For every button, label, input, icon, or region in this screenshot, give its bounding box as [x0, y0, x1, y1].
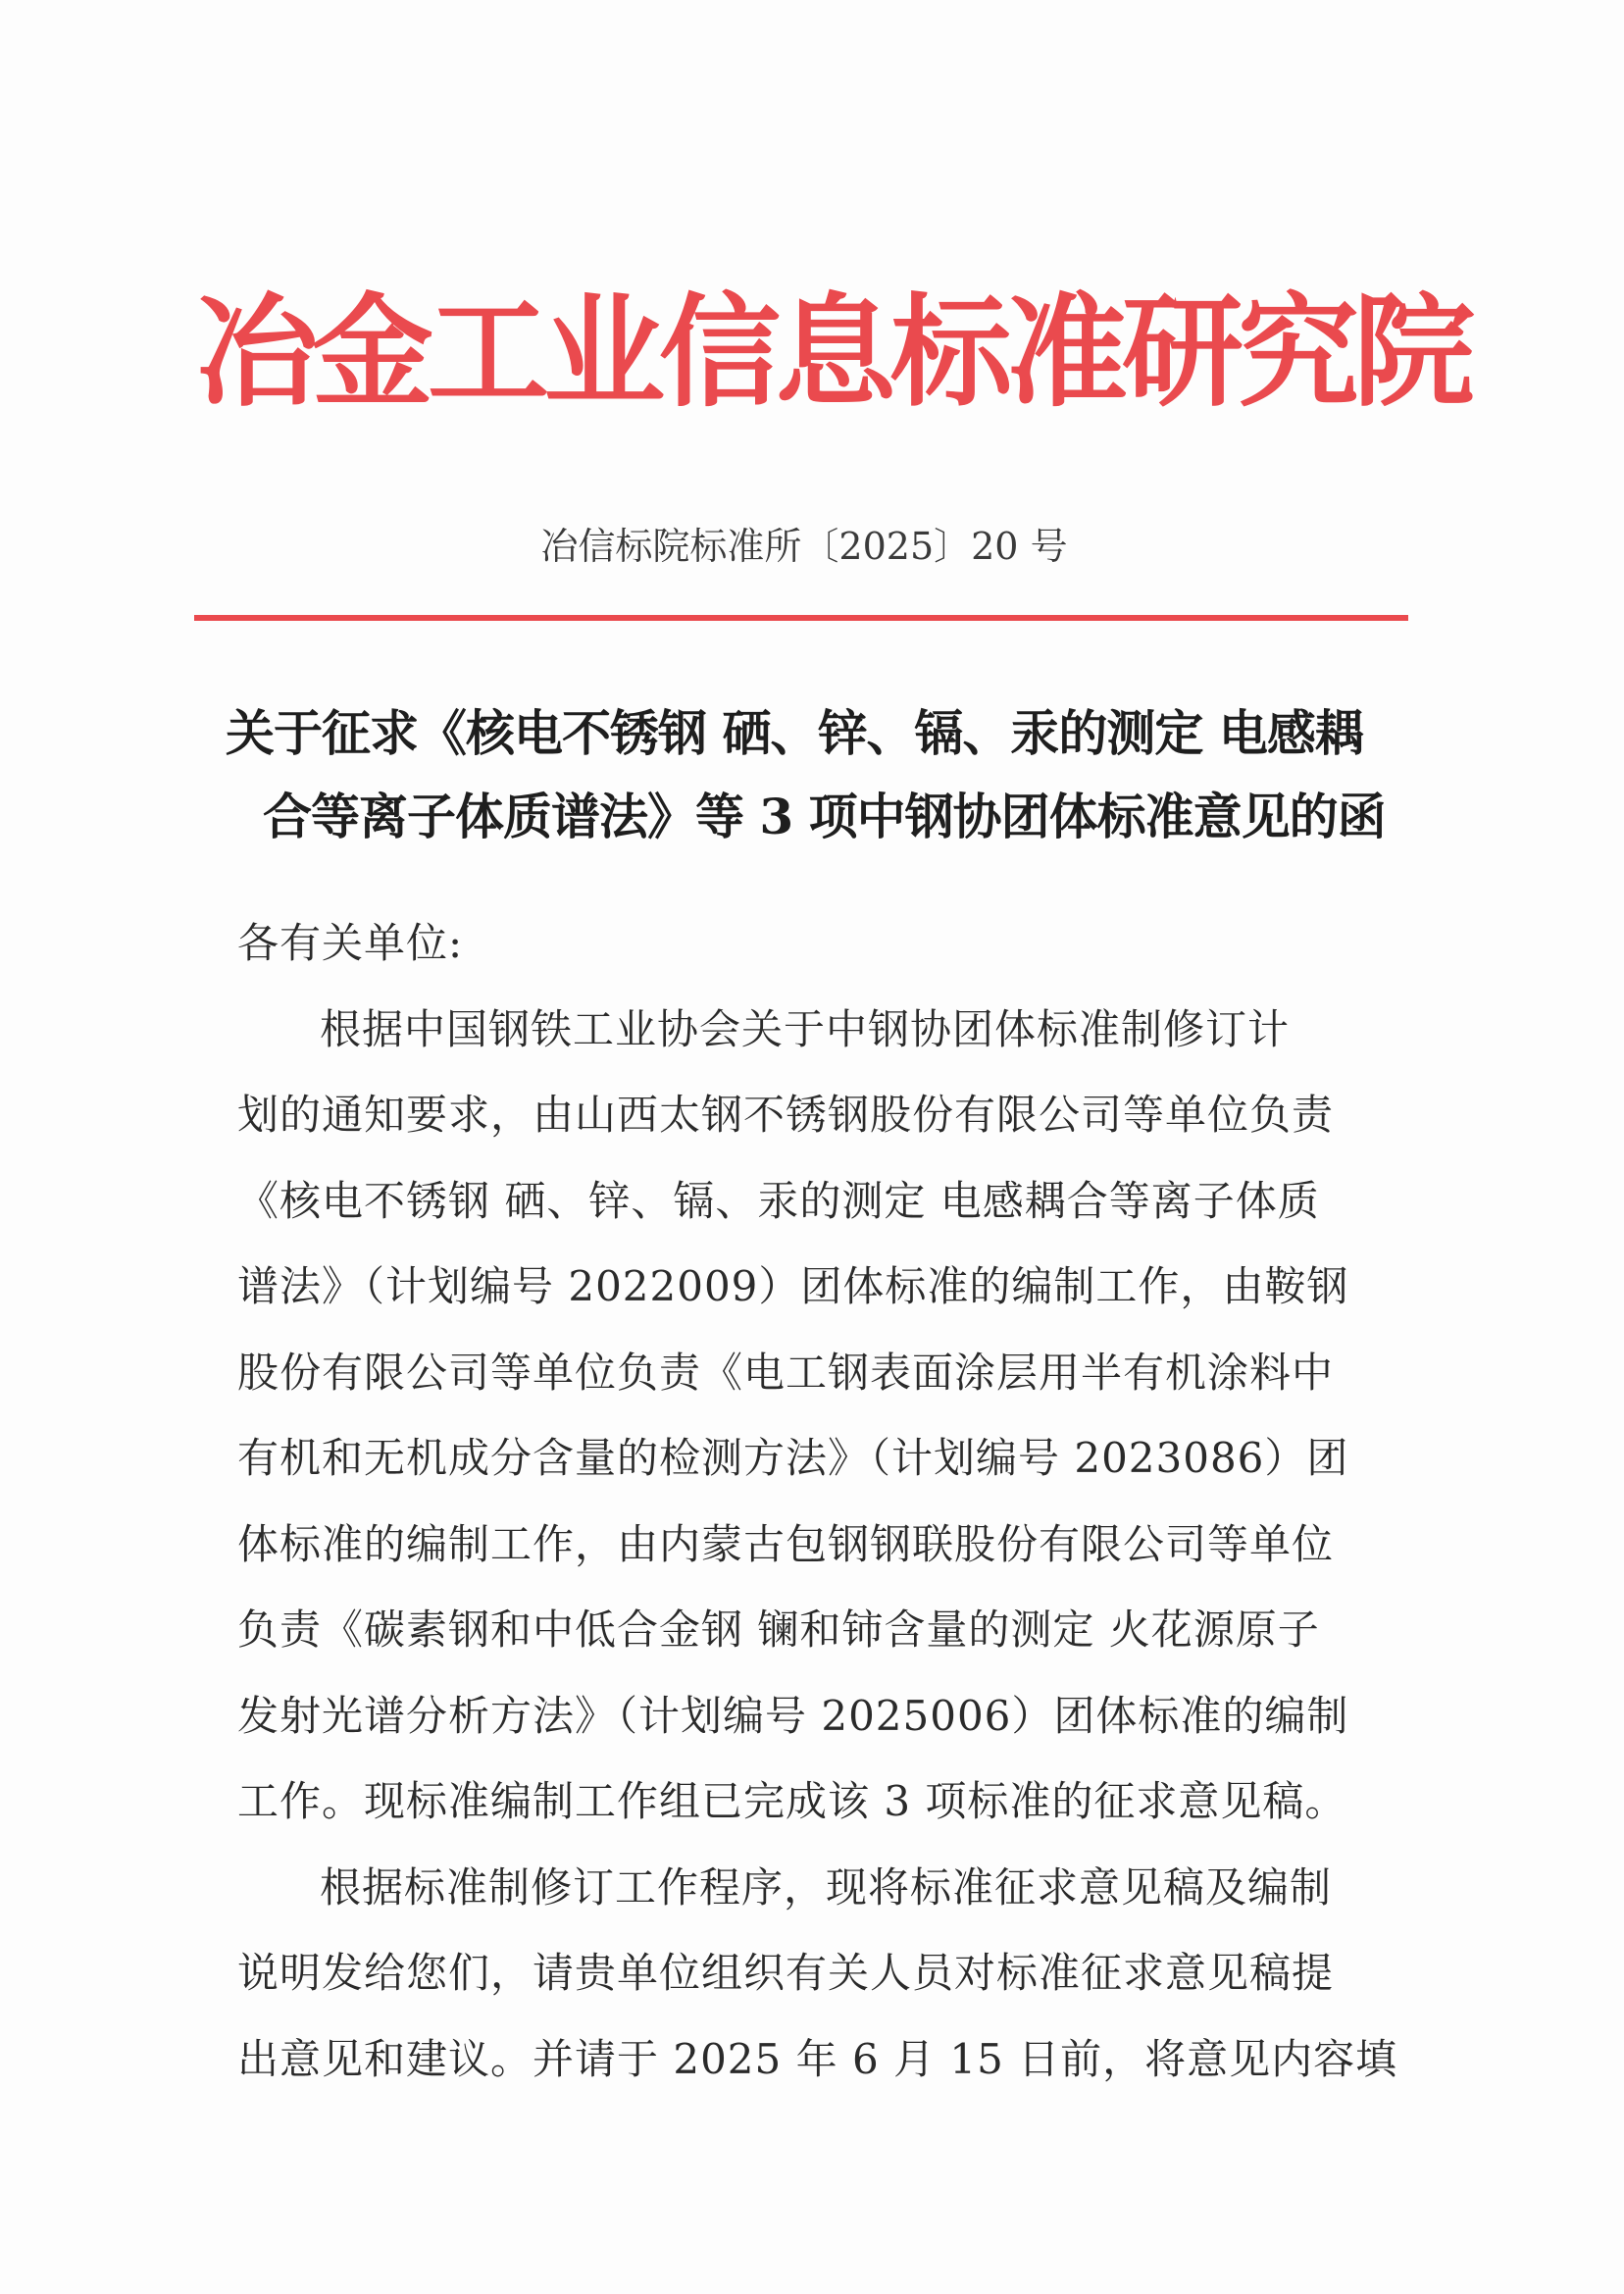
- paragraph-1: [237, 987, 1375, 1845]
- paragraph-2: [237, 1845, 1398, 2103]
- paragraph-line: 股份有限公司等单位负责《电工钢表面涂层用半有机涂料中: [237, 1348, 1335, 1397]
- paragraph-line: 谱法》（计划编号 2022009）团体标准的编制工作，由鞍钢: [237, 1262, 1349, 1310]
- letterhead-organization-name: 冶金工业信息标准研究院: [196, 281, 1470, 424]
- salutation: 各有关单位:: [237, 919, 464, 967]
- paragraph-line: 根据中国钢铁工业协会关于中钢协团体标准制修订计: [320, 1004, 1291, 1053]
- letterhead-red-rule: [194, 615, 1408, 621]
- paragraph-line: 体标准的编制工作，由内蒙古包钢钢联股份有限公司等单位: [237, 1519, 1335, 1568]
- paragraph-line: 划的通知要求，由山西太钢不锈钢股份有限公司等单位负责: [237, 1091, 1335, 1139]
- paragraph-line: 根据标准制修订工作程序，现将标准征求意见稿及编制: [320, 1862, 1333, 1912]
- letter-title-line: 合等离子体质谱法》等 3 项中钢协团体标准意见的函: [263, 788, 1386, 845]
- paragraph-line: 出意见和建议。并请于 2025 年 6 月 15 日前，将意见内容填: [237, 2034, 1398, 2083]
- document-number: 冶信标院标准所〔2025〕20 号: [540, 525, 1068, 568]
- paragraph-line: 有机和无机成分含量的检测方法》（计划编号 2023086）团: [237, 1434, 1349, 1482]
- paragraph-line: 《核电不锈钢 硒、锌、镉、汞的测定 电感耦合等离子体质: [237, 1176, 1320, 1225]
- letter-title-line: 关于征求《核电不锈钢 硒、锌、镉、汞的测定 电感耦: [226, 704, 1363, 762]
- paragraph-line: 负责《碳素钢和中低合金钢 镧和铈含量的测定 火花源原子: [237, 1606, 1320, 1654]
- paragraph-line: 工作。现标准编制工作组已完成该 3 项标准的征求意见稿。: [237, 1777, 1347, 1825]
- letter-title: [226, 691, 1393, 858]
- paragraph-line: 说明发给您们，请贵单位组织有关人员对标准征求意见稿提: [237, 1949, 1335, 1997]
- letter-body: [237, 900, 1398, 2102]
- paragraph-line: 发射光谱分析方法》（计划编号 2025006）团体标准的编制: [237, 1691, 1349, 1740]
